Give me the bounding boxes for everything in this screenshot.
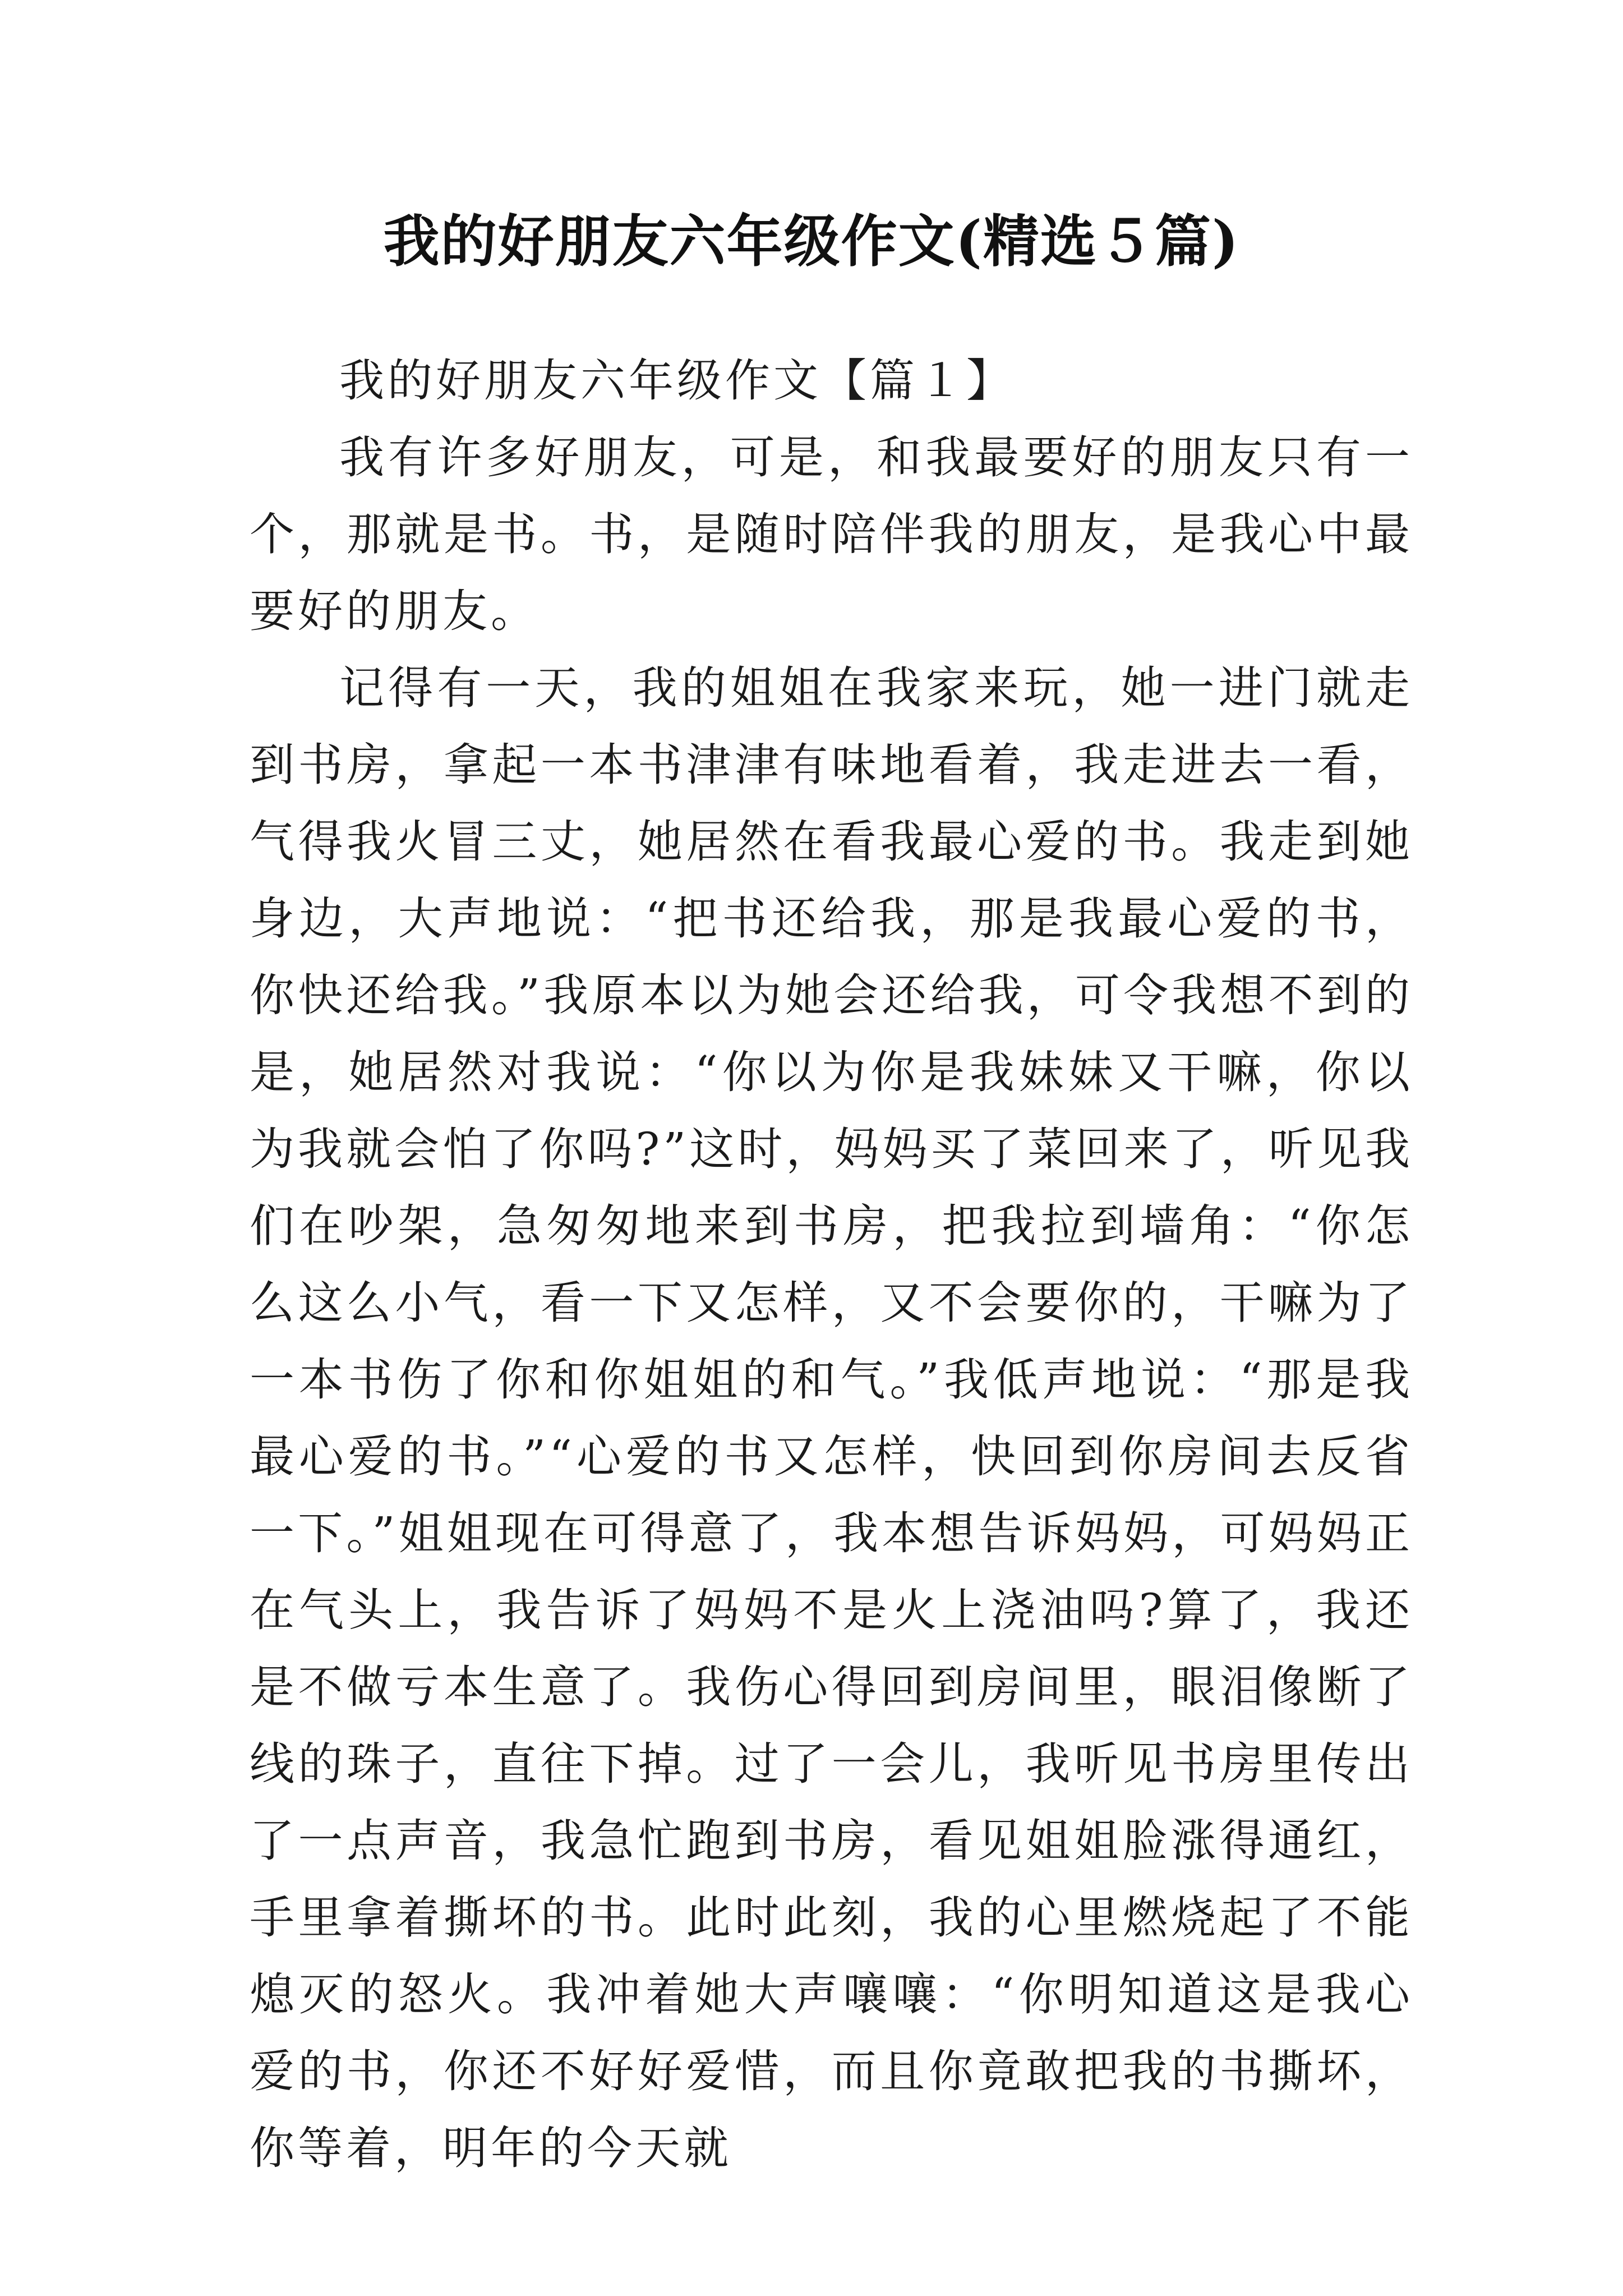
paragraph-1: 我有许多好朋友，可是，和我最要好的朋友只有一个，那就是书。书，是随时陪伴我的朋友，是我心中最要好的朋友。 xyxy=(250,431,1413,637)
section-heading: 我的好朋友六年级作文【篇１】 xyxy=(339,355,1015,407)
paragraph-2: 记得有一天，我的姐姐在我家来玩，她一进门就走到书房，拿起一本书津津有味地看着，我走进去一看，气得我火冒三丈，她居然在看我最心爱的书。我走到她身边，大声地说：“把书还给我，那是我最心爱的书，你快还给我。”我原本以为她会还给我，可令我想不到的是，她居然对我说：“你以为你是我妹妹又干嘛，你以为我就会怕了你吗?”这时，妈妈买了菜回来了，听见我们在吵架，急匆匆地来到书房，把我拉到墙角：“你怎么这么小气，看一下又怎样，又不会要你的，干嘛为了一本书伤了你和你姐姐的和气。”我低声地说：“那是我最心爱的书。”“心爱的书又怎样，快回到你房间去反省一下。”姐姐现在可得意了，我本想告诉妈妈，可妈妈正在气头上，我告诉了妈妈不是火上浇油吗?算了，我还是不做亏本生意了。我伤心得回到房间里，眼泪像断了线的珠子，直往下掉。过了一会儿，我听见书房里传出了一点声音，我急忙跑到书房，看见姐姐脸涨得通红，手里拿着撕坏的书。此时此刻，我的心里燃烧起了不能熄灭的怒火。我冲着她大声嚷嚷：“你明知道这是我心爱的书，你还不好好爱惜，而且你竟敢把我的书撕坏，你等着，明年的今天就 xyxy=(250,662,1413,2174)
document-body xyxy=(250,342,1413,2187)
document-title: 我的好朋友六年级作文(精选５篇) xyxy=(383,208,1240,274)
